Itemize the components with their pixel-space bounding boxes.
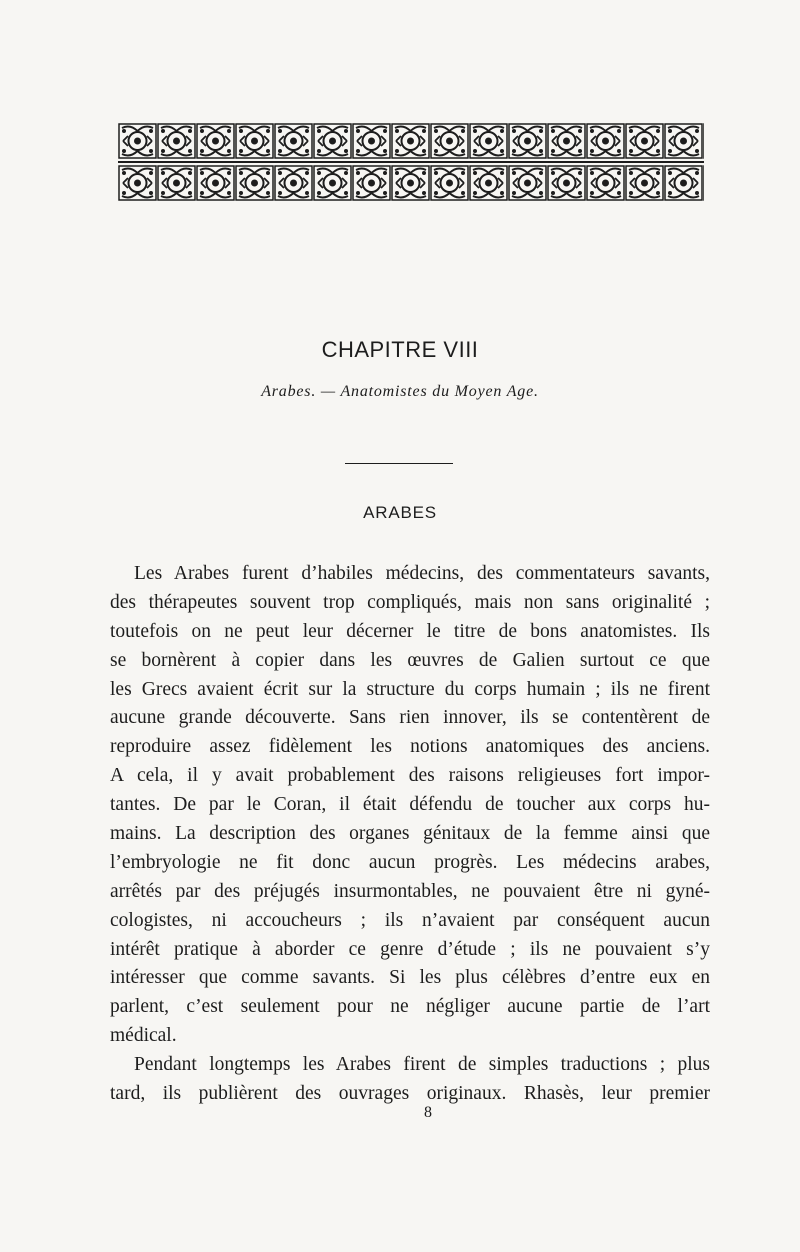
text-line: médical. [110, 1025, 177, 1047]
text-line: mains. La description des organes génitaux de la femme ainsi que [110, 823, 710, 845]
page-number: 8 [424, 1104, 432, 1121]
text-line: aucune grande découverte. Sans rien innover, ils se contentèrent de [110, 707, 710, 729]
text-line: tard, ils publièrent des ouvrages originaux. Rhasès, leur premier [110, 1083, 710, 1105]
text-line: A cela, il y avait probablement des raisons religieuses fort impor- [110, 765, 710, 787]
ornament-border-icon [118, 164, 704, 202]
text-line: intérêt pratique à aborder ce genre d’étude ; ils ne pouvaient s’y [110, 938, 710, 960]
text-line: toutefois on ne peut leur décerner le titre de bons anatomistes. Ils [110, 620, 710, 642]
text-line: se bornèrent à copier dans les œuvres de Galien surtout ce que [110, 649, 710, 671]
chapter-subtitle: Arabes. — Anatomistes du Moyen Age. [261, 383, 539, 400]
text-line: reproduire assez fidèlement les notions anatomiques des anciens. [110, 736, 710, 758]
text-line: arrêtés par des préjugés insurmontables, ne pouvaient être ni gyné- [110, 880, 710, 902]
text-line: intéresser que comme savants. Si les plus célèbres d’entre eux en [110, 967, 710, 989]
text-line: les Grecs avaient écrit sur la structure du corps humain ; ils ne firent [110, 678, 710, 700]
text-line: Pendant longtemps les Arabes firent de simples traductions ; plus [134, 1054, 710, 1076]
body-text [110, 560, 710, 1109]
chapter-title: CHAPITRE VIII [321, 337, 479, 362]
title-separator [345, 463, 453, 464]
text-line: cologistes, ni accoucheurs ; ils n’avaient par conséquent aucun [110, 909, 710, 931]
text-line: l’embryologie ne fit donc aucun progrès. Les médecins arabes, [110, 851, 710, 873]
ornament-border-icon [118, 122, 704, 160]
ornament-divider [118, 161, 704, 163]
text-line: Les Arabes furent d’habiles médecins, des commentateurs savants, [134, 563, 710, 584]
text-line: parlent, c’est seulement pour ne négliger aucune partie de l’art [110, 996, 710, 1018]
section-heading: ARABES [363, 503, 437, 522]
text-line: des thérapeutes souvent trop compliqués, mais non sans originalité ; [110, 591, 710, 613]
text-line: tantes. De par le Coran, il était défendu de toucher aux corps hu- [110, 794, 710, 816]
